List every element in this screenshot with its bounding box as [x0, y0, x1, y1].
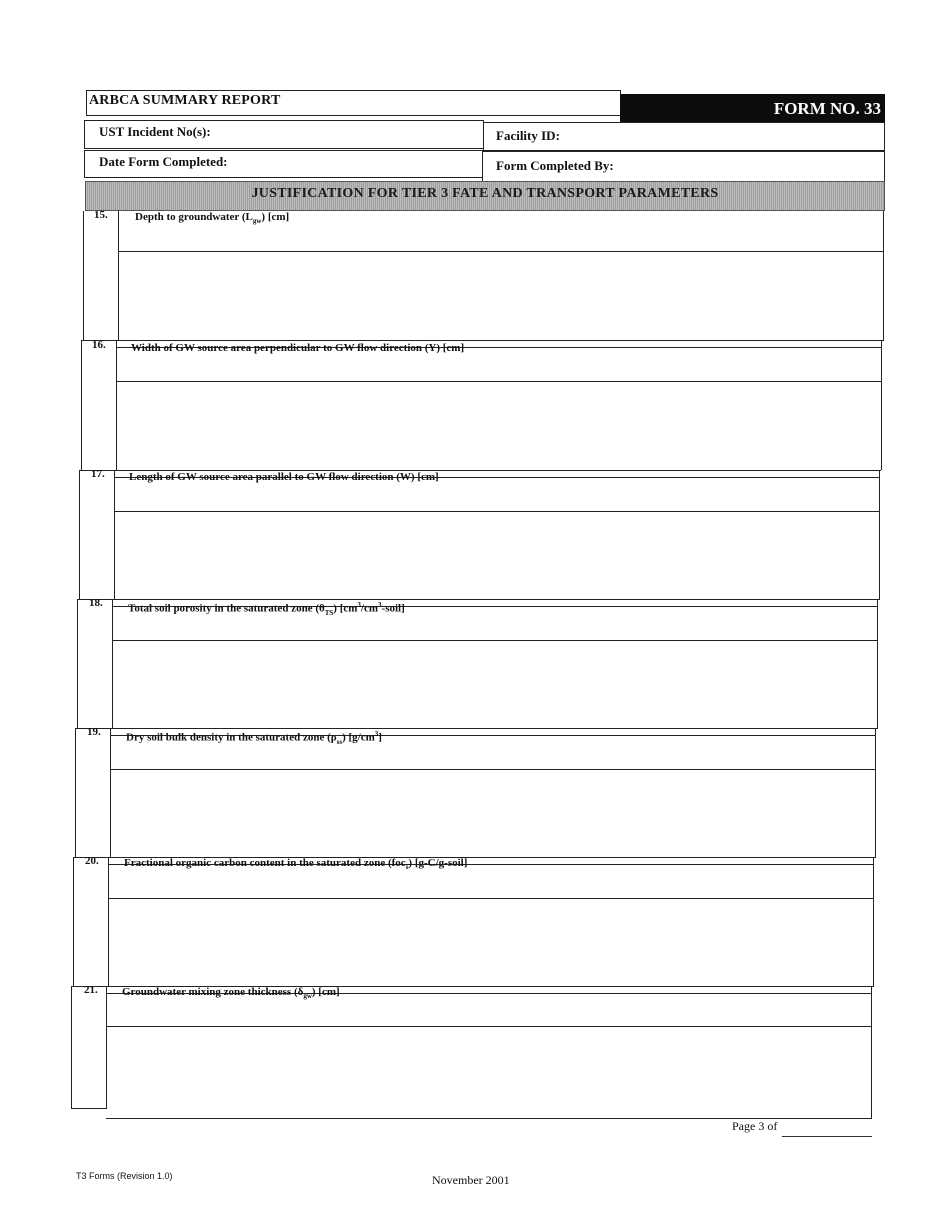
grid-left-border — [71, 986, 72, 1108]
form-number-box — [620, 94, 885, 122]
section-banner — [85, 181, 885, 211]
grid-left-border — [75, 728, 76, 858]
param-justification-field[interactable] — [119, 252, 882, 339]
grid-right-border — [871, 986, 872, 1119]
report-title: ARBCA SUMMARY REPORT — [89, 93, 281, 108]
revision-text: T3 Forms (Revision 1.0) — [76, 1171, 173, 1181]
grid-right-border — [875, 728, 876, 858]
section-banner-text: JUSTIFICATION FOR TIER 3 FATE AND TRANSPORT PARAMETERS — [251, 186, 719, 201]
grid-right-border — [881, 340, 882, 470]
param-label-depth-to-groundwater: Depth to groundwater $(L_{gw})$ [cm] — [135, 211, 290, 226]
param-justification-field[interactable] — [117, 382, 880, 469]
row-line — [81, 340, 883, 341]
form-completed-by-label: Form Completed By: — [496, 158, 614, 173]
param-number: 15. — [94, 209, 108, 221]
ust-incident-label: UST Incident No(s): — [99, 124, 211, 139]
grid-bottom-line — [71, 1108, 107, 1109]
grid-left-border — [73, 857, 74, 987]
report-title-box — [86, 90, 621, 116]
form-number: FORM NO. 33 — [773, 99, 881, 118]
param-justification-field[interactable] — [111, 770, 874, 856]
page-total-line[interactable] — [782, 1136, 872, 1137]
grid-right-border — [877, 599, 878, 729]
param-justification-field[interactable] — [107, 1027, 870, 1117]
grid-right-border — [879, 470, 880, 600]
footer-date: November 2001 — [432, 1173, 510, 1187]
param-number: 20. — [85, 855, 99, 867]
param-number: 19. — [87, 726, 101, 738]
facility-id-field[interactable] — [483, 122, 885, 151]
param-label-length: Length of GW source area parallel to GW flow direction (W) [cm] — [129, 471, 439, 483]
page-number-label: Page 3 of — [732, 1119, 778, 1133]
date-form-completed-label: Date Form Completed: — [99, 154, 228, 169]
row-line — [77, 599, 879, 600]
ust-incident-field[interactable] — [84, 120, 484, 149]
param-number: 18. — [89, 597, 103, 609]
param-label-organic-carbon: Fractional organic carbon content in the saturated zone (foc$_s$) [g-C/g-soil] — [124, 857, 468, 872]
param-label-width: Width of GW source area perpendicular to GW flow direction (Y) [cm] — [131, 342, 465, 354]
grid-left-border — [81, 340, 82, 470]
param-number: 16. — [92, 339, 106, 351]
facility-id-label: Facility ID: — [496, 128, 560, 143]
grid-left-border — [83, 211, 84, 341]
form-completed-by-field[interactable] — [482, 151, 885, 183]
grid-left-border — [79, 470, 80, 600]
param-justification-field[interactable] — [109, 899, 872, 985]
grid-right-border — [873, 857, 874, 987]
grid-right-border — [883, 211, 884, 341]
param-justification-field[interactable] — [115, 512, 878, 598]
param-label-soil-porosity: Total soil porosity in the saturated zone $(\theta_{TS})$ $[cm^3/cm^3-soil]$ — [128, 601, 405, 617]
grid-left-border — [77, 599, 78, 729]
param-justification-field[interactable] — [113, 641, 876, 727]
param-label-bulk-density: Dry soil bulk density in the saturated zone $(\rho_{ss})$ $[g/cm^3]$ — [126, 730, 382, 746]
param-number: 21. — [84, 984, 98, 996]
row-line — [75, 728, 877, 729]
param-number: 17. — [91, 468, 105, 480]
date-form-completed-field[interactable] — [84, 150, 483, 178]
param-label-mixing-zone: Groundwater mixing zone thickness $(\delta_{gw})$ [cm] — [122, 986, 340, 1001]
